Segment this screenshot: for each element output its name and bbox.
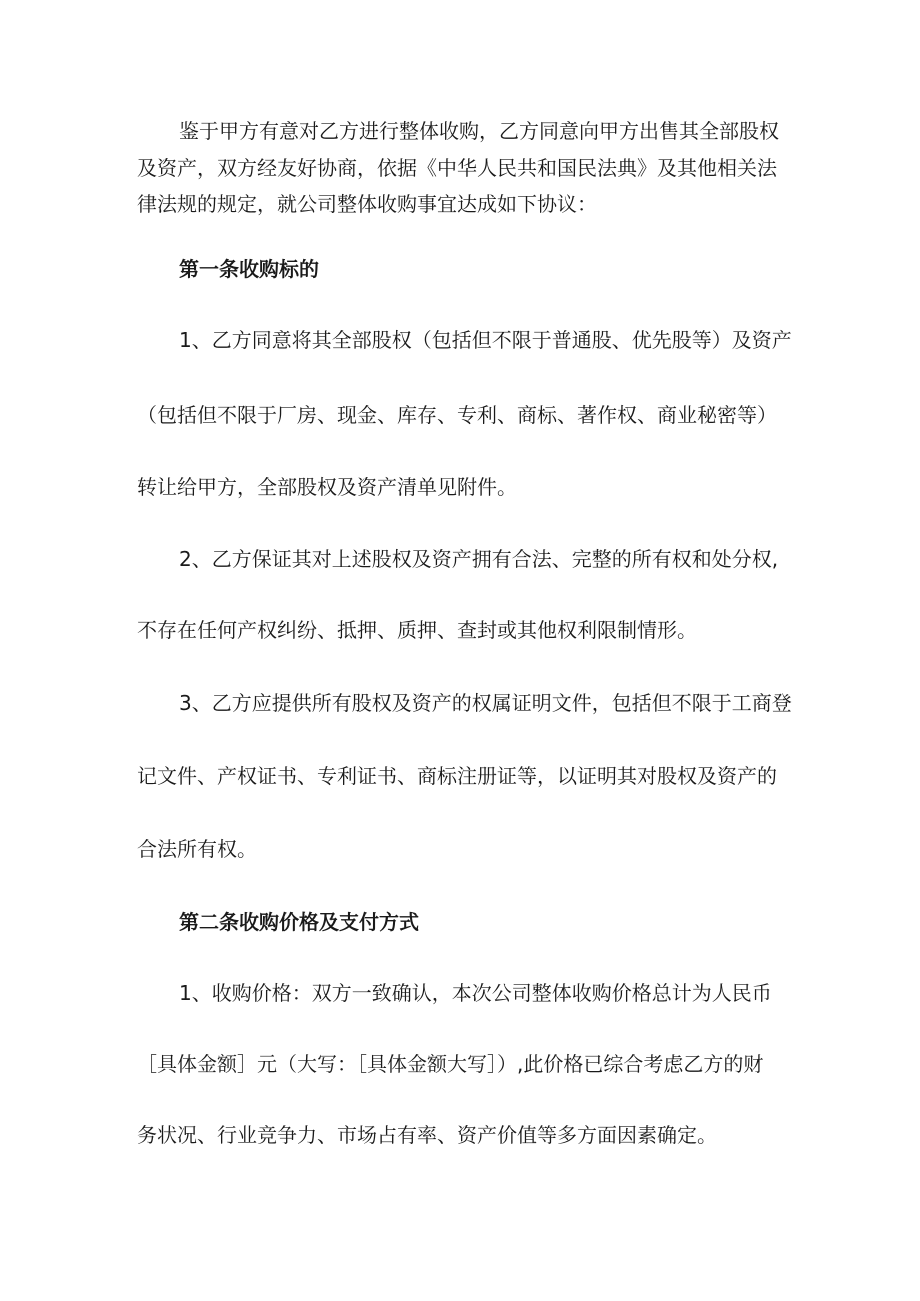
intro-line-1: 鉴于甲方有意对乙方进行整体收购，乙方同意向甲方出售其全部股权 — [179, 119, 779, 143]
article-2-title: 第二条收购价格及支付方式 — [179, 910, 419, 934]
intro-line-3: 律法规的规定，就公司整体收购事宜达成如下协议： — [137, 192, 597, 216]
article-1-item-2-line-1: 2、乙方保证其对上述股权及资产拥有合法、完整的所有权和处分权, — [179, 547, 779, 571]
intro-line-2: 及资产，双方经友好协商，依据《中华人民共和国民法典》及其他相关法 — [137, 156, 777, 180]
article-1-item-3-line-1: 3、乙方应提供所有股权及资产的权属证明文件，包括但不限于工商登 — [179, 691, 792, 715]
article-1-item-1-line-1: 1、乙方同意将其全部股权（包括但不限于普通股、优先股等）及资产 — [179, 328, 792, 352]
article-2-item-1-line-3: 务状况、行业竞争力、市场占有率、资产价值等多方面因素确定。 — [137, 1123, 717, 1147]
article-1-item-2-line-2: 不存在任何产权纠纷、抵押、质押、查封或其他权利限制情形。 — [137, 618, 697, 642]
article-2-item-1-line-1: 1、收购价格：双方一致确认，本次公司整体收购价格总计为人民币 — [179, 981, 772, 1005]
article-1-item-3-line-3: 合法所有权。 — [137, 837, 257, 861]
article-1-item-1-line-3: 转让给甲方，全部股权及资产清单见附件。 — [137, 475, 517, 499]
article-1-item-1-line-2: （包括但不限于厂房、现金、库存、专利、商标、著作权、商业秘密等） — [137, 403, 777, 427]
article-2-item-1-line-2: ［具体金额］元（大写：［具体金额大写］）,此价格已综合考虑乙方的财 — [137, 1052, 764, 1076]
article-1-title: 第一条收购标的 — [179, 257, 319, 281]
article-1-item-3-line-2: 记文件、产权证书、专利证书、商标注册证等，以证明其对股权及资产的 — [137, 764, 777, 788]
